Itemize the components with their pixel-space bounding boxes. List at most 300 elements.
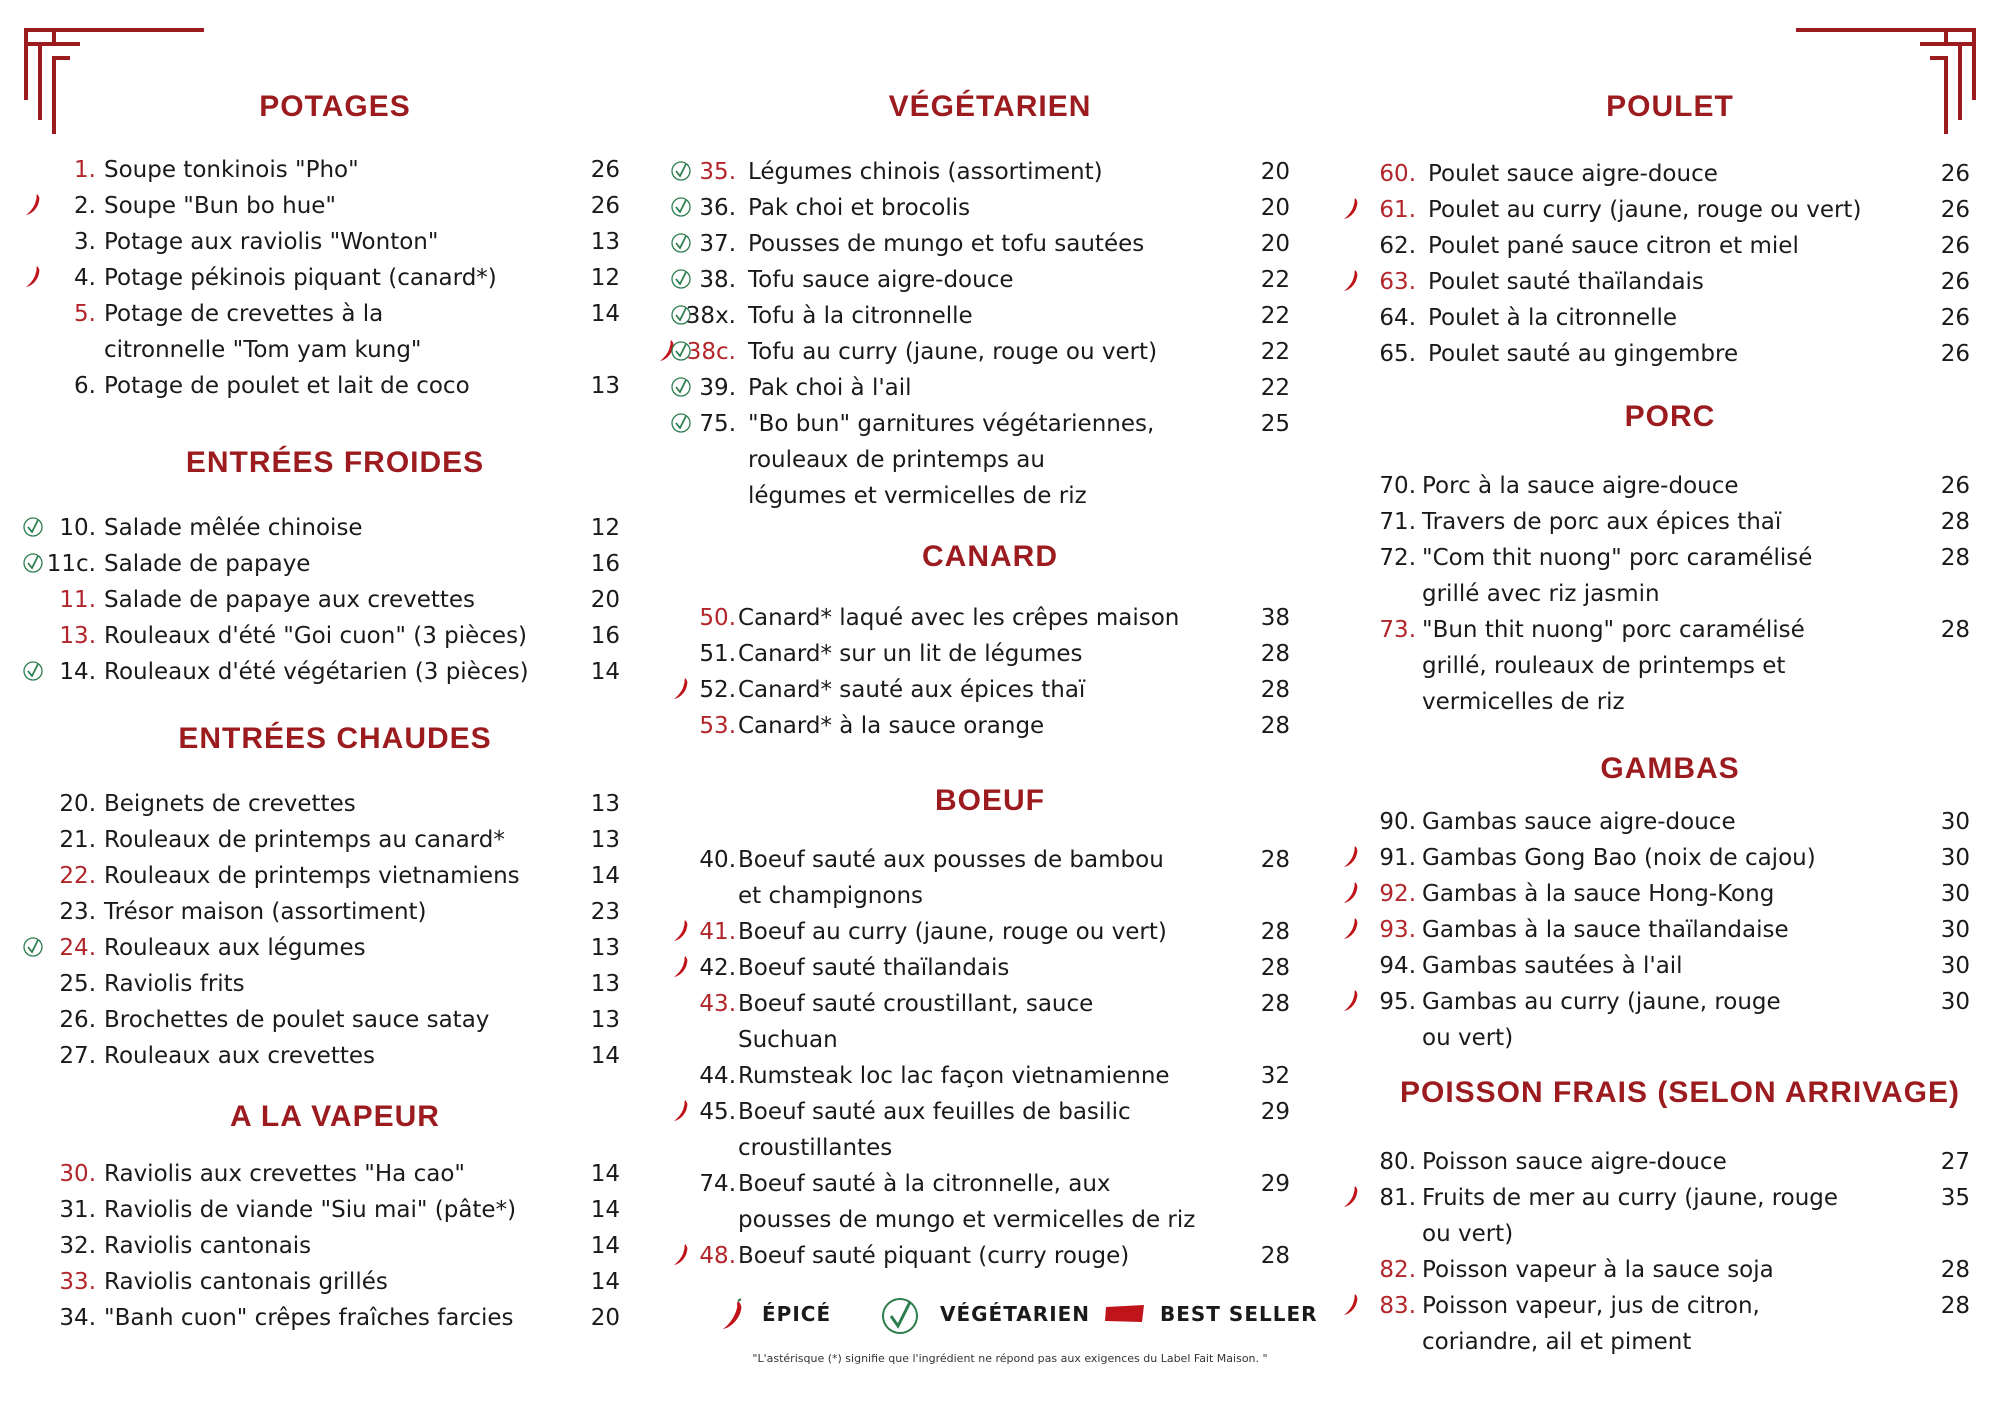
item-price: 13 xyxy=(590,373,620,399)
menu-item xyxy=(1360,468,1980,504)
veg-check-icon xyxy=(880,1296,920,1336)
item-price: 14 xyxy=(590,301,620,327)
item-name: Raviolis cantonais xyxy=(104,1233,312,1259)
item-name: Gambas Gong Bao (noix de cajou) xyxy=(1422,845,1816,871)
item-name: Tofu sauce aigre-douce xyxy=(748,267,1014,293)
item-number: 38. xyxy=(699,267,736,293)
item-price: 22 xyxy=(1260,375,1290,401)
item-number: 4. xyxy=(74,265,96,291)
menu-item xyxy=(40,510,630,546)
item-price: 26 xyxy=(1940,269,1970,295)
item-number: 52. xyxy=(699,677,736,703)
item-name: Tofu au curry (jaune, rouge ou vert) xyxy=(748,339,1158,365)
menu-item xyxy=(680,1058,1300,1094)
item-number: 73. xyxy=(1379,617,1416,643)
menu-item xyxy=(40,618,630,654)
item-name: Pak choi à l'ail xyxy=(748,375,912,401)
menu-item xyxy=(680,406,1300,442)
item-price: 14 xyxy=(590,1043,620,1069)
item-price: 28 xyxy=(1260,1243,1290,1269)
item-price: 14 xyxy=(590,863,620,889)
item-price: 14 xyxy=(590,659,620,685)
item-number: 30. xyxy=(59,1161,96,1187)
item-price: 13 xyxy=(590,229,620,255)
item-price: 35 xyxy=(1940,1185,1970,1211)
item-name: Poisson vapeur, jus de citron, xyxy=(1422,1293,1760,1319)
item-name: Gambas à la sauce thaïlandaise xyxy=(1422,917,1789,943)
item-number: 75. xyxy=(699,411,736,437)
item-number: 38x. xyxy=(685,303,736,329)
item-price: 30 xyxy=(1940,953,1970,979)
menu-item xyxy=(40,930,630,966)
item-name: Potage de poulet et lait de coco xyxy=(104,373,470,399)
item-number: 2. xyxy=(74,193,96,219)
item-name-continued: rouleaux de printemps au xyxy=(748,447,1045,473)
item-price: 28 xyxy=(1260,991,1290,1017)
menu-item xyxy=(680,708,1300,744)
item-number: 83. xyxy=(1379,1293,1416,1319)
section-title: ENTRÉES FROIDES xyxy=(185,446,485,479)
menu-item xyxy=(680,262,1300,298)
item-name: Soupe "Bun bo hue" xyxy=(104,193,336,219)
legend xyxy=(700,1296,1320,1336)
item-name: Gambas à la sauce Hong-Kong xyxy=(1422,881,1775,907)
item-name: Poulet sauté thaïlandais xyxy=(1428,269,1704,295)
menu-item xyxy=(680,842,1300,878)
item-name: Beignets de crevettes xyxy=(104,791,356,817)
item-number: 40. xyxy=(699,847,736,873)
item-price: 14 xyxy=(590,1233,620,1259)
menu-item xyxy=(1360,612,1980,648)
legend-spicy-label: ÉPICÉ xyxy=(762,1302,832,1326)
item-name-continued: grillé avec riz jasmin xyxy=(1422,581,1660,607)
item-number: 94. xyxy=(1379,953,1416,979)
item-number: 64. xyxy=(1379,305,1416,331)
item-price: 13 xyxy=(590,791,620,817)
item-price: 26 xyxy=(1940,233,1970,259)
item-name: Raviolis cantonais grillés xyxy=(104,1269,388,1295)
item-name: Rouleaux de printemps vietnamiens xyxy=(104,863,520,889)
item-number: 11c. xyxy=(46,551,96,577)
menu-item xyxy=(40,368,630,404)
item-price: 12 xyxy=(590,265,620,291)
menu-item xyxy=(40,224,630,260)
item-price: 20 xyxy=(590,587,620,613)
item-continuation xyxy=(680,1202,1300,1238)
menu-item xyxy=(1360,804,1980,840)
item-name: Raviolis de viande "Siu mai" (pâte*) xyxy=(104,1197,517,1223)
menu-item xyxy=(1360,264,1980,300)
item-number: 91. xyxy=(1379,845,1416,871)
item-number: 74. xyxy=(699,1171,736,1197)
item-number: 41. xyxy=(699,919,736,945)
menu-item xyxy=(1360,540,1980,576)
item-name: Brochettes de poulet sauce satay xyxy=(104,1007,490,1033)
item-continuation xyxy=(40,332,630,368)
item-number: 65. xyxy=(1379,341,1416,367)
section-title: BOEUF xyxy=(935,784,1045,817)
item-number: 70. xyxy=(1379,473,1416,499)
menu-item xyxy=(680,1238,1300,1274)
item-name-continued: Suchuan xyxy=(738,1027,838,1053)
item-name: Poulet pané sauce citron et miel xyxy=(1428,233,1799,259)
item-number: 21. xyxy=(59,827,96,853)
item-number: 90. xyxy=(1379,809,1416,835)
item-number: 26. xyxy=(59,1007,96,1033)
item-number: 14. xyxy=(59,659,96,685)
item-price: 13 xyxy=(590,935,620,961)
menu-item xyxy=(680,334,1300,370)
item-number: 39. xyxy=(699,375,736,401)
item-name: Gambas au curry (jaune, rouge xyxy=(1422,989,1781,1015)
item-name-continued: ou vert) xyxy=(1422,1025,1514,1051)
menu-item xyxy=(1360,984,1980,1020)
item-number: 35. xyxy=(699,159,736,185)
item-price: 26 xyxy=(1940,305,1970,331)
item-price: 22 xyxy=(1260,267,1290,293)
section-title: POTAGES xyxy=(259,90,411,123)
item-continuation xyxy=(1360,1020,1980,1056)
item-name: Rouleaux d'été "Goi cuon" (3 pièces) xyxy=(104,623,528,649)
item-number: 80. xyxy=(1379,1149,1416,1175)
item-number: 71. xyxy=(1379,509,1416,535)
item-price: 12 xyxy=(590,515,620,541)
menu-item xyxy=(40,1038,630,1074)
item-number: 11. xyxy=(59,587,96,613)
menu-item xyxy=(1360,504,1980,540)
item-number: 62. xyxy=(1379,233,1416,259)
item-number: 32. xyxy=(59,1233,96,1259)
item-name: Canard* sur un lit de légumes xyxy=(738,641,1083,667)
item-number: 38c. xyxy=(686,339,736,365)
item-name: Boeuf sauté croustillant, sauce xyxy=(738,991,1094,1017)
item-number: 27. xyxy=(59,1043,96,1069)
menu-item xyxy=(40,786,630,822)
item-name: Potage pékinois piquant (canard*) xyxy=(104,265,497,291)
item-name: Raviolis frits xyxy=(104,971,245,997)
menu-item xyxy=(40,822,630,858)
item-name: Boeuf sauté aux feuilles de basilic xyxy=(738,1099,1131,1125)
item-number: 36. xyxy=(699,195,736,221)
item-price: 20 xyxy=(1260,159,1290,185)
item-price: 20 xyxy=(1260,231,1290,257)
item-price: 26 xyxy=(1940,473,1970,499)
menu-item xyxy=(1360,192,1980,228)
menu-item xyxy=(680,636,1300,672)
item-price: 38 xyxy=(1260,605,1290,631)
menu-item xyxy=(1360,1288,1980,1324)
item-number: 44. xyxy=(699,1063,736,1089)
item-price: 28 xyxy=(1260,677,1290,703)
chili-icon xyxy=(720,1298,746,1332)
item-price: 23 xyxy=(590,899,620,925)
menu-item xyxy=(40,260,630,296)
item-continuation xyxy=(680,878,1300,914)
item-number: 25. xyxy=(59,971,96,997)
item-name: Légumes chinois (assortiment) xyxy=(748,159,1103,185)
item-name: Porc à la sauce aigre-douce xyxy=(1422,473,1739,499)
item-name: Canard* laqué avec les crêpes maison xyxy=(738,605,1180,631)
item-number: 50. xyxy=(699,605,736,631)
menu-item xyxy=(680,154,1300,190)
item-price: 28 xyxy=(1940,545,1970,571)
menu-item xyxy=(1360,1180,1980,1216)
item-name: Salade de papaye aux crevettes xyxy=(104,587,476,613)
item-price: 26 xyxy=(1940,161,1970,187)
item-number: 10. xyxy=(59,515,96,541)
item-number: 72. xyxy=(1379,545,1416,571)
item-name: Poulet au curry (jaune, rouge ou vert) xyxy=(1428,197,1862,223)
item-number: 81. xyxy=(1379,1185,1416,1211)
item-name: Boeuf sauté piquant (curry rouge) xyxy=(738,1243,1130,1269)
section-title: POULET xyxy=(1606,90,1734,123)
menu-item xyxy=(40,546,630,582)
menu-item xyxy=(680,986,1300,1022)
item-price: 14 xyxy=(590,1161,620,1187)
item-name: Soupe tonkinois "Pho" xyxy=(104,157,359,183)
menu-item xyxy=(680,600,1300,636)
item-price: 28 xyxy=(1940,617,1970,643)
item-price: 30 xyxy=(1940,845,1970,871)
menu-item xyxy=(40,152,630,188)
item-number: 33. xyxy=(59,1269,96,1295)
item-name-continued: croustillantes xyxy=(738,1135,893,1161)
item-continuation xyxy=(1360,684,1980,720)
item-number: 53. xyxy=(699,713,736,739)
section-title: POISSON FRAIS (SELON ARRIVAGE) xyxy=(1399,1076,1961,1109)
item-name-continued: citronnelle "Tom yam kung" xyxy=(104,337,422,363)
item-name: Poulet à la citronnelle xyxy=(1428,305,1678,331)
item-name-continued: et champignons xyxy=(738,883,923,909)
menu-item xyxy=(1360,1144,1980,1180)
item-price: 26 xyxy=(590,157,620,183)
item-name: Boeuf sauté à la citronnelle, aux xyxy=(738,1171,1111,1197)
menu-item xyxy=(40,966,630,1002)
item-number: 22. xyxy=(59,863,96,889)
item-number: 1. xyxy=(74,157,96,183)
item-price: 28 xyxy=(1260,713,1290,739)
item-continuation xyxy=(1360,1324,1980,1360)
item-number: 37. xyxy=(699,231,736,257)
item-name: Potage de crevettes à la xyxy=(104,301,384,327)
section-title: VÉGÉTARIEN xyxy=(888,90,1092,123)
item-continuation xyxy=(1360,576,1980,612)
item-price: 13 xyxy=(590,827,620,853)
item-price: 27 xyxy=(1940,1149,1970,1175)
item-price: 13 xyxy=(590,1007,620,1033)
item-name: Poisson sauce aigre-douce xyxy=(1422,1149,1727,1175)
item-number: 43. xyxy=(699,991,736,1017)
section-title: PORC xyxy=(1624,400,1716,433)
item-name: Rouleaux de printemps au canard* xyxy=(104,827,505,853)
section-title: CANARD xyxy=(922,540,1058,573)
menu-item xyxy=(1360,1252,1980,1288)
item-name: Rouleaux aux crevettes xyxy=(104,1043,376,1069)
item-number: 60. xyxy=(1379,161,1416,187)
item-number: 61. xyxy=(1379,197,1416,223)
item-price: 16 xyxy=(590,551,620,577)
item-number: 24. xyxy=(59,935,96,961)
item-price: 22 xyxy=(1260,339,1290,365)
menu-item xyxy=(40,296,630,332)
item-price: 30 xyxy=(1940,917,1970,943)
item-name: Fruits de mer au curry (jaune, rouge xyxy=(1422,1185,1839,1211)
menu-item xyxy=(680,950,1300,986)
item-number: 31. xyxy=(59,1197,96,1223)
item-name: Raviolis aux crevettes "Ha cao" xyxy=(104,1161,465,1187)
item-name: "Com thit nuong" porc caramélisé xyxy=(1422,545,1813,571)
item-number: 13. xyxy=(59,623,96,649)
item-price: 32 xyxy=(1260,1063,1290,1089)
item-name: Tofu à la citronnelle xyxy=(748,303,973,329)
menu-item xyxy=(1360,300,1980,336)
item-number: 48. xyxy=(699,1243,736,1269)
item-price: 28 xyxy=(1260,955,1290,981)
item-price: 26 xyxy=(1940,341,1970,367)
menu-item xyxy=(680,226,1300,262)
item-name: Potage aux raviolis "Wonton" xyxy=(104,229,439,255)
item-name: Canard* à la sauce orange xyxy=(738,713,1045,739)
item-price: 30 xyxy=(1940,809,1970,835)
item-price: 14 xyxy=(590,1197,620,1223)
best-seller-swatch-icon xyxy=(1104,1304,1146,1324)
item-name: "Banh cuon" crêpes fraîches farcies xyxy=(104,1305,514,1331)
menu-item xyxy=(1360,336,1980,372)
item-price: 28 xyxy=(1260,847,1290,873)
item-name: Rouleaux d'été végétarien (3 pièces) xyxy=(104,659,529,685)
item-price: 29 xyxy=(1260,1099,1290,1125)
item-number: 45. xyxy=(699,1099,736,1125)
legend-best-seller-label: BEST SELLER xyxy=(1160,1302,1318,1326)
item-price: 14 xyxy=(590,1269,620,1295)
item-name-continued: pousses de mungo et vermicelles de riz xyxy=(738,1207,1196,1233)
menu-item xyxy=(40,1192,630,1228)
item-name-continued: grillé, rouleaux de printemps et xyxy=(1422,653,1786,679)
menu-item xyxy=(40,858,630,894)
item-continuation xyxy=(680,1022,1300,1058)
item-number: 34. xyxy=(59,1305,96,1331)
item-name: "Bun thit nuong" porc caramélisé xyxy=(1422,617,1805,643)
item-name: Pak choi et brocolis xyxy=(748,195,971,221)
section-title: A LA VAPEUR xyxy=(230,1100,440,1133)
menu-item xyxy=(1360,156,1980,192)
item-number: 3. xyxy=(74,229,96,255)
item-number: 20. xyxy=(59,791,96,817)
item-name: Rumsteak loc lac façon vietnamienne xyxy=(738,1063,1170,1089)
item-name-continued: vermicelles de riz xyxy=(1422,689,1625,715)
menu-item xyxy=(40,654,630,690)
menu-item xyxy=(1360,840,1980,876)
item-name-continued: ou vert) xyxy=(1422,1221,1514,1247)
menu-item xyxy=(680,370,1300,406)
menu-item xyxy=(680,1166,1300,1202)
legend-veg-label: VÉGÉTARIEN xyxy=(940,1302,1091,1326)
menu-item xyxy=(680,1094,1300,1130)
menu-item xyxy=(680,190,1300,226)
item-name: Travers de porc aux épices thaï xyxy=(1422,509,1782,535)
item-name: Poisson vapeur à la sauce soja xyxy=(1422,1257,1774,1283)
item-name: Rouleaux aux légumes xyxy=(104,935,366,961)
item-price: 28 xyxy=(1940,1293,1970,1319)
menu-item xyxy=(40,582,630,618)
item-number: 93. xyxy=(1379,917,1416,943)
item-name: Trésor maison (assortiment) xyxy=(104,899,427,925)
item-continuation xyxy=(680,1130,1300,1166)
item-price: 29 xyxy=(1260,1171,1290,1197)
item-number: 63. xyxy=(1379,269,1416,295)
item-name: Canard* sauté aux épices thaï xyxy=(738,677,1086,703)
menu-item xyxy=(40,894,630,930)
item-price: 28 xyxy=(1940,509,1970,535)
item-price: 26 xyxy=(1940,197,1970,223)
menu-item xyxy=(1360,948,1980,984)
menu-item xyxy=(1360,876,1980,912)
menu-item xyxy=(680,914,1300,950)
item-price: 20 xyxy=(590,1305,620,1331)
section-title: ENTRÉES CHAUDES xyxy=(178,722,492,755)
item-number: 95. xyxy=(1379,989,1416,1015)
menu-item xyxy=(40,188,630,224)
item-name: Boeuf sauté aux pousses de bambou xyxy=(738,847,1164,873)
menu-item xyxy=(1360,912,1980,948)
item-number: 5. xyxy=(74,301,96,327)
item-continuation xyxy=(1360,1216,1980,1252)
item-name-continued: coriandre, ail et piment xyxy=(1422,1329,1692,1355)
item-continuation xyxy=(1360,648,1980,684)
item-continuation xyxy=(680,442,1300,478)
menu-item xyxy=(40,1300,630,1336)
item-number: 42. xyxy=(699,955,736,981)
item-price: 30 xyxy=(1940,881,1970,907)
section-title: GAMBAS xyxy=(1600,752,1740,785)
item-price: 28 xyxy=(1260,919,1290,945)
item-number: 6. xyxy=(74,373,96,399)
item-number: 92. xyxy=(1379,881,1416,907)
item-price: 13 xyxy=(590,971,620,997)
item-name: Gambas sauce aigre-douce xyxy=(1422,809,1736,835)
menu-item xyxy=(680,298,1300,334)
item-price: 28 xyxy=(1940,1257,1970,1283)
item-price: 28 xyxy=(1260,641,1290,667)
item-name: Boeuf au curry (jaune, rouge ou vert) xyxy=(738,919,1167,945)
item-name: Salade mêlée chinoise xyxy=(104,515,363,541)
item-continuation xyxy=(680,478,1300,514)
item-price: 30 xyxy=(1940,989,1970,1015)
item-name: Poulet sauce aigre-douce xyxy=(1428,161,1718,187)
item-number: 23. xyxy=(59,899,96,925)
footnote: "L'astérisque (*) signifie que l'ingrédient ne répond pas aux exigences du Label Fait Maison. " xyxy=(752,1352,1268,1365)
menu-item xyxy=(40,1156,630,1192)
item-number: 82. xyxy=(1379,1257,1416,1283)
item-name-continued: légumes et vermicelles de riz xyxy=(748,483,1087,509)
item-price: 25 xyxy=(1260,411,1290,437)
menu-item xyxy=(40,1264,630,1300)
item-name: Gambas sautées à l'ail xyxy=(1422,953,1683,979)
item-number: 51. xyxy=(699,641,736,667)
menu-item xyxy=(1360,228,1980,264)
item-name: Boeuf sauté thaïlandais xyxy=(738,955,1010,981)
menu-item xyxy=(680,672,1300,708)
item-name: Pousses de mungo et tofu sautées xyxy=(748,231,1145,257)
menu-item xyxy=(40,1228,630,1264)
item-price: 20 xyxy=(1260,195,1290,221)
item-name: Poulet sauté au gingembre xyxy=(1428,341,1739,367)
item-name: "Bo bun" garnitures végétariennes, xyxy=(748,411,1155,437)
item-price: 22 xyxy=(1260,303,1290,329)
item-name: Salade de papaye xyxy=(104,551,311,577)
item-price: 16 xyxy=(590,623,620,649)
menu-item xyxy=(40,1002,630,1038)
